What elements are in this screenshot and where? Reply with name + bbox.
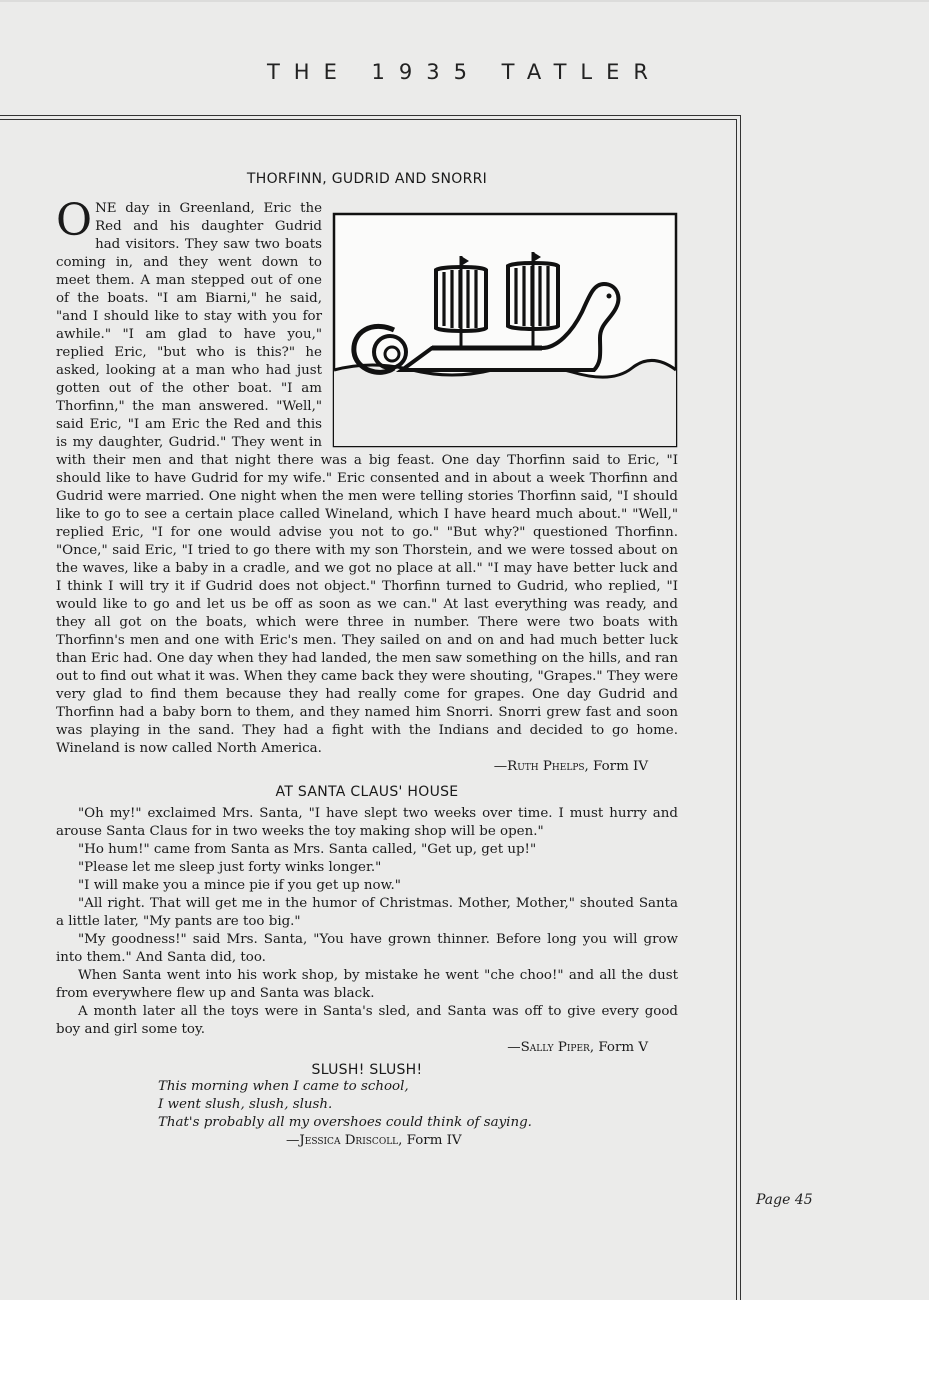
poem [158, 1078, 532, 1150]
story-paragraph: "All right. That will get me in the humor of Christmas. Mother, Mother," shouted Santa a little later, "My pants are too big." [56, 896, 678, 929]
story-paragraph: A month later all the toys were in Santa's sled, and Santa was off to give every good boy and girl some toy. [56, 1004, 678, 1037]
author-form: , Form IV [398, 1133, 462, 1148]
story-title: AT SANTA CLAUS' HOUSE [275, 784, 459, 800]
story-byline [56, 758, 678, 776]
drop-cap: O [56, 195, 93, 246]
bottom-margin [0, 1300, 929, 1390]
story-body [56, 195, 678, 758]
viking-ship-illustration [332, 212, 678, 448]
story-thorfinn [56, 170, 678, 1079]
author-name: —Ruth Phelps [493, 759, 585, 774]
author-name: —Jessica Driscoll [286, 1133, 399, 1148]
author-name: —Sally Piper [507, 1040, 590, 1055]
story-paragraph: "I will make you a mince pie if you get up now." [78, 878, 401, 893]
page-header: THE 1935 TATLER [266, 60, 662, 84]
border-rule [736, 119, 737, 1300]
poem-line: This morning when I came to school, [158, 1079, 409, 1094]
story-paragraph: "Please let me sleep just forty winks longer." [78, 860, 382, 875]
page-number: Page 45 [756, 1192, 813, 1208]
story-paragraph: "My goodness!" said Mrs. Santa, "You have grown thinner. Before long you will grow into them." And Santa did, too. [56, 932, 678, 965]
border-rule [0, 115, 740, 116]
author-form: , Form IV [584, 759, 648, 774]
poem-line: That's probably all my overshoes could think of saying. [158, 1115, 532, 1130]
border-rule [0, 119, 736, 120]
story-paragraph: "Oh my!" exclaimed Mrs. Santa, "I have slept two weeks over time. I must hurry and arouse Santa Claus for in two weeks the toy making shop will be open." [56, 806, 678, 839]
author-form: , Form V [589, 1040, 648, 1055]
story-paragraph: When Santa went into his work shop, by mistake he went "che choo!" and all the dust from everywhere flew up and Santa was black. [56, 968, 678, 1001]
border-rule [740, 115, 741, 1300]
story-title: SLUSH! SLUSH! [311, 1062, 423, 1078]
story-byline [158, 1132, 532, 1150]
page-edge [0, 0, 929, 2]
story-byline [56, 1039, 678, 1057]
story-title: THORFINN, GUDRID AND SNORRI [246, 171, 488, 187]
story-paragraph: "Ho hum!" came from Santa as Mrs. Santa called, "Get up, get up!" [78, 842, 537, 857]
story-text: NE day in Greenland, Eric the Red and his daughter Gudrid had visitors. They saw two boats coming in, and they went down to meet them. A man stepped out of one of the boats. "I am Biarni," he said, "and I should like to stay with you for awhile." "I am glad to have you," replied Eric, "but who is this?" he asked, looking at a man who had just gotten out of the other boat. "I am Thorfinn," the man answered. "Well," said Eric, "I am Eric the Red and this is my daughter, Gudrid." They went in with their men and that night there was a big feast. One day Thorfinn said to Eric, "I should like to have Gudrid for my wife." Eric consented and in about a week Thorfinn and Gudrid were married. One night when the men were telling stories Thorfinn said, "I should like to go to see a certain place called Wineland, which I have heard much about." "Well," replied Eric, "I for one would advise you not to go." "But why?" questioned Thorfinn. "Once," said Eric, "I tried to go there with my son Thorstein, and we were tossed about on the waves, like a baby in a cradle, and we got no place at all." "I may have better luck and I think I will try it if Gudrid does not object." Thorfinn turned to Gudrid, who replied, "I would like to go and let us be off as soon as we can." At last everything was ready, and they all got on the boats, which were three in number. There were two boats with Thorfinn's men and one with Eric's men. They sailed on and on and had much better luck than Eric had. One day when they had landed, the men saw something on the hills, and ran out to find out what it was. When they came back they were shouting, "Grapes." They were very glad to find them because they had really come for grapes. One day Gudrid and Thorfinn had a baby born to them, and they named him Snorri. Snorri grew fast and soon was playing in the sand. They had a fight with the Indians and decided to go home. Wineland is now called North America. [56, 201, 678, 756]
poem-line: I went slush, slush, slush. [158, 1097, 333, 1112]
